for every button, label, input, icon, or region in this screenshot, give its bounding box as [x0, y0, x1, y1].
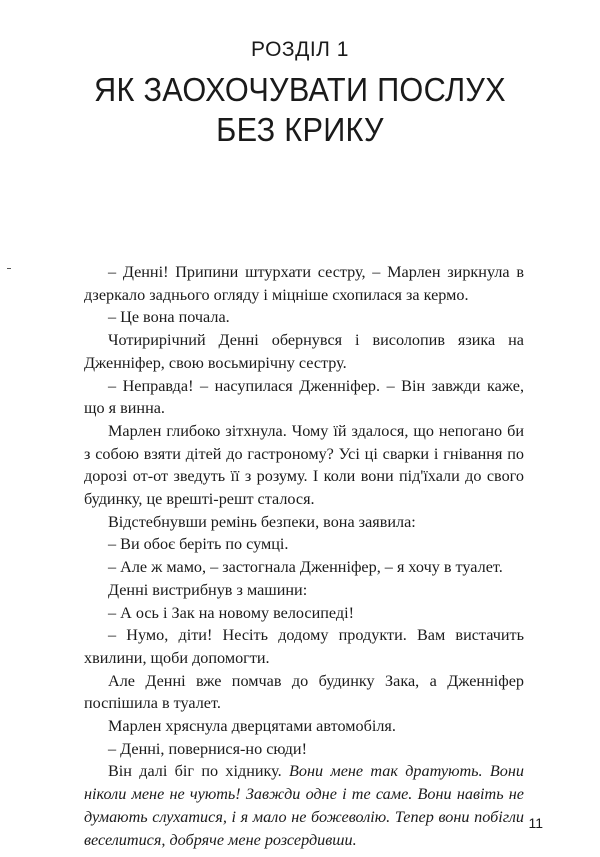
- paragraph: Денні вистрибнув з машини:: [108, 580, 308, 599]
- body-text: [84, 261, 524, 851]
- chapter-title-line-2: БЕЗ КРИКУ: [216, 111, 384, 148]
- paragraph: – А ось і Зак на новому велосипеді!: [108, 603, 355, 622]
- paragraph-last-italic: Вони мене так дратують. Вони ніколи мене не чують! Завжди одне і те саме. Вони навіть не думають слухатися, і я мало не божеволію. Тепер вони побігли веселитися, добряче мене розсердивши.: [84, 762, 524, 849]
- paragraph: Марлен хряснула дверцятами автомобіля.: [108, 717, 396, 736]
- chapter-title-line-1: ЯК ЗАОХОЧУВАТИ ПОСЛУХ: [94, 71, 506, 108]
- chapter-label: РОЗДІЛ 1: [251, 38, 349, 61]
- paragraph: – Денні! Припини штурхати сестру, – Марлен зиркнула в дзеркало заднього огляду і міцніше схопилася за кермо.: [84, 263, 524, 304]
- paragraph: Відстебнувши ремінь безпеки, вона заявила:: [108, 512, 416, 531]
- paragraph: Марлен глибоко зітхнула. Чому їй здалося, що непогано би з собою взяти дітей до гастроному? Усі ці сварки і гнівання по дорозі от-от зведуть її з розуму. І коли вони під'їхали до свого будинку, це врешті-решт сталося.: [84, 421, 524, 509]
- paragraph: – Неправда! – насупилася Дженніфер. – Він завжди каже, що я винна.: [84, 376, 524, 418]
- chapter-title: [21, 70, 579, 150]
- paragraph: – Денні, повернися-но сюди!: [108, 739, 307, 758]
- paragraph: Але Денні вже помчав до будинку Зака, а Дженніфер поспішила в туалет.: [84, 671, 524, 713]
- paragraph: – Але ж мамо, – застогнала Дженніфер, – я хочу в туалет.: [108, 558, 503, 577]
- page-number: 11: [528, 815, 543, 831]
- paragraph: – Нумо, діти! Несіть додому продукти. Вам вистачить хвилини, щоби допомогти.: [84, 626, 524, 667]
- paragraph-last-normal: Він далі біг по хіднику.: [108, 762, 289, 781]
- paragraph: Чотирирічний Денні обернувся і висолопив язика на Дженніфер, свою восьмирічну сестру.: [84, 331, 524, 372]
- margin-mark: [7, 268, 11, 269]
- paragraph: – Це вона почала.: [108, 308, 230, 327]
- paragraph: – Ви обоє беріть по сумці.: [108, 535, 289, 554]
- paragraph-last: [84, 760, 524, 851]
